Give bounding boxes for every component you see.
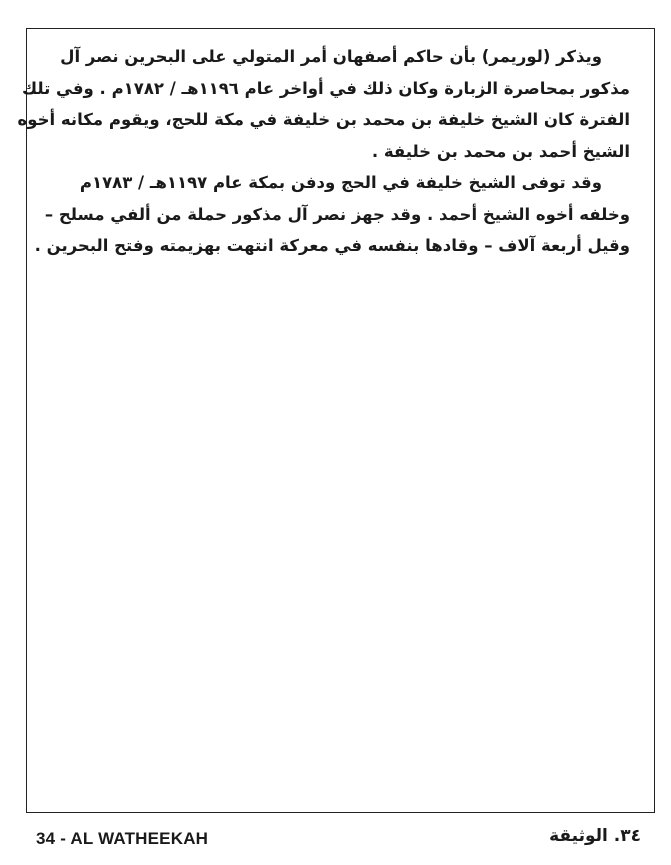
footer-page-label-latin: 34 - AL WATHEEKAH bbox=[36, 829, 209, 848]
footer-page-label-arabic: ٣٤. الوثيقة bbox=[549, 826, 641, 846]
page-frame bbox=[17, 28, 655, 813]
text-line: وقد توفى الشيخ خليفة في الحج ودفن بمكة عام ١١٩٧هـ / ١٧٨٣م bbox=[79, 173, 602, 192]
text-line: وقيل أربعة آلاف – وقادها بنفسه في معركة انتهت بهزيمته وفتح البحرين . bbox=[34, 236, 630, 255]
paragraph-2 bbox=[34, 167, 630, 262]
text-line: ويذكر (لوريمر) بأن حاكم أصفهان أمر المتولي على البحرين نصر آل bbox=[60, 47, 602, 66]
text-line: وخلفه أخوه الشيخ أحمد . وقد جهز نصر آل مذكور حملة من ألفي مسلح – bbox=[44, 204, 630, 224]
text-line: الشيخ أحمد بن محمد بن خليفة . bbox=[371, 141, 630, 161]
text-line: مذكور بمحاصرة الزبارة وكان ذلك في أواخر عام ١١٩٦هـ / ١٧٨٢م . وفي تلك bbox=[22, 78, 630, 98]
text-line: الفترة كان الشيخ خليفة بن محمد بن خليفة في مكة للحج، ويقوم مكانه أخوه bbox=[17, 110, 630, 129]
paragraph-1 bbox=[17, 41, 630, 167]
body-text bbox=[17, 41, 630, 262]
